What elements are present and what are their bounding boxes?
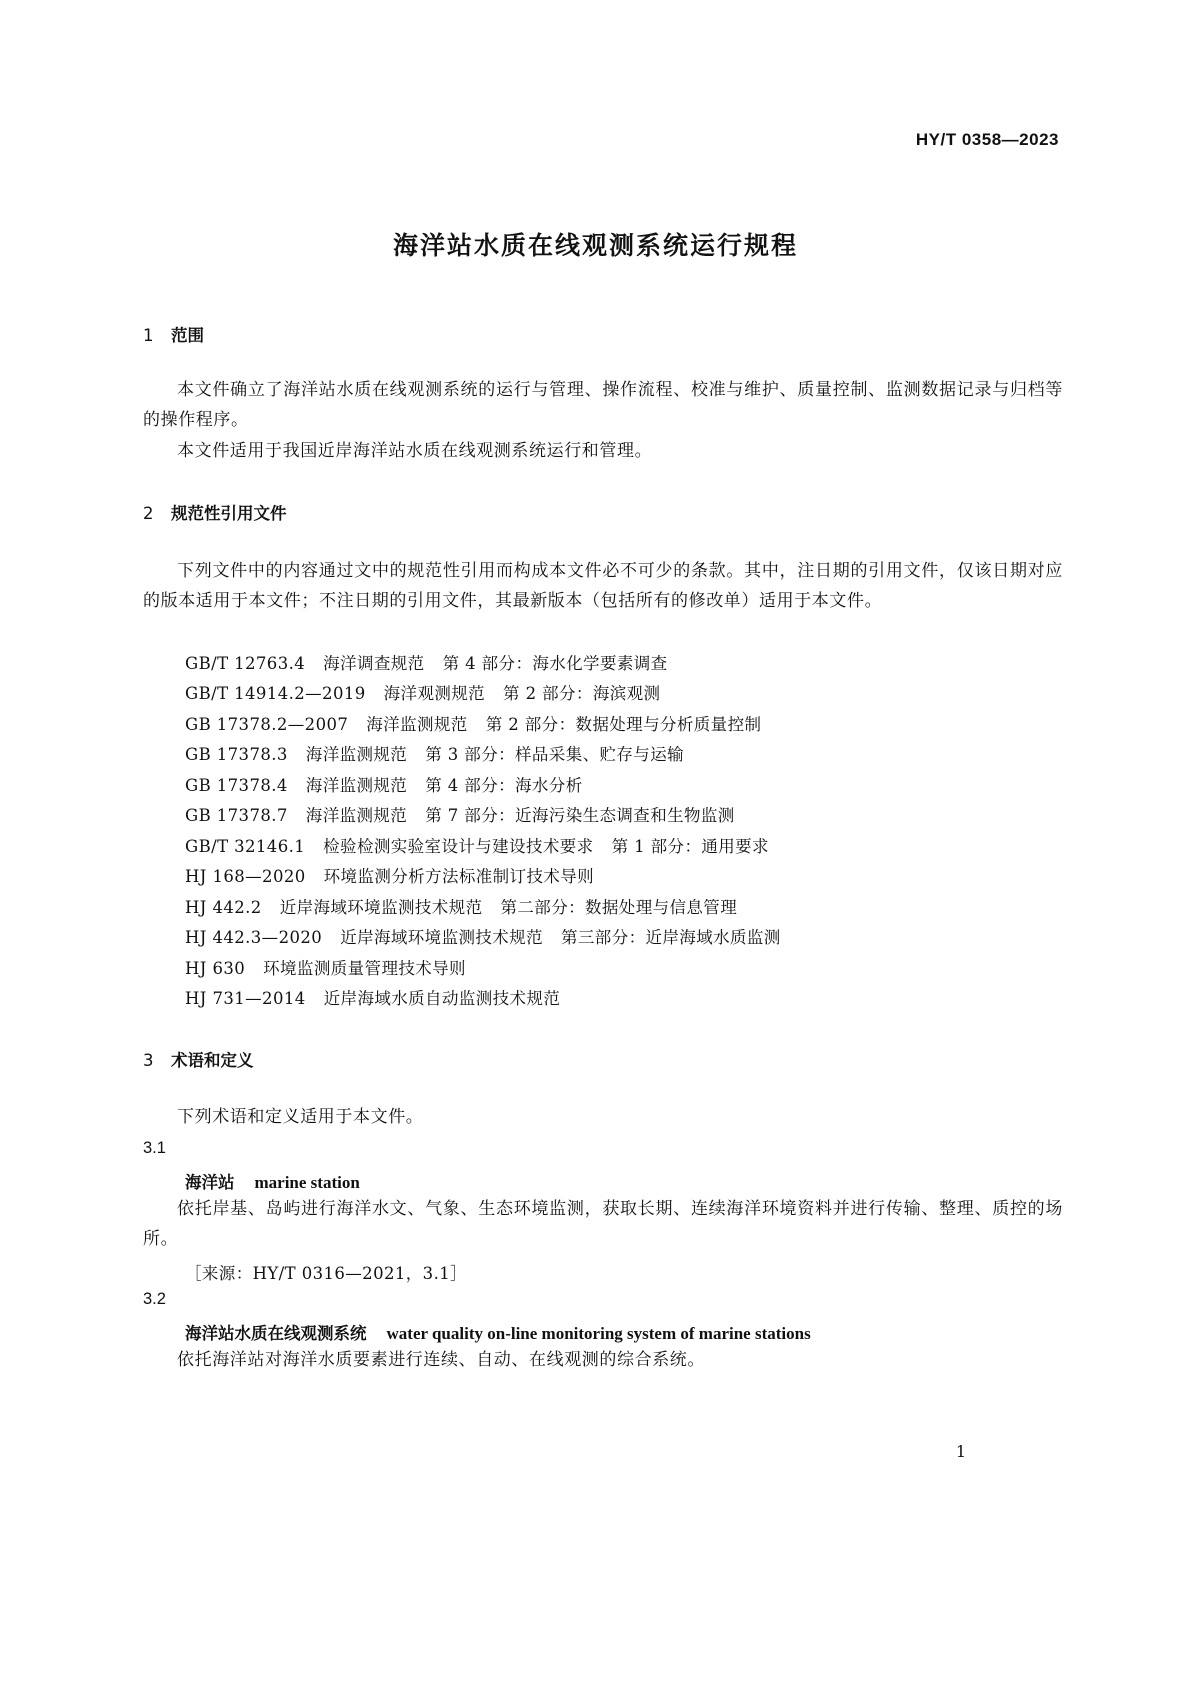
section-title: 规范性引用文件 <box>171 504 287 523</box>
reference-title: 近岸海域环境监测技术规范 <box>279 898 483 917</box>
reference-title: 近岸海域环境监测技术规范 <box>340 928 543 947</box>
section-number: 3 <box>143 1051 154 1070</box>
reference-item <box>185 833 769 857</box>
term-definition: 依托海洋站对海洋水质要素进行连续、自动、在线观测的综合系统。 <box>177 1350 705 1370</box>
reference-code: HJ 630 <box>185 959 246 978</box>
section-3-heading <box>143 1047 254 1071</box>
reference-item <box>185 650 668 674</box>
section-number: 1 <box>143 326 154 345</box>
term-number: 3.1 <box>143 1139 166 1157</box>
reference-code: HJ 442.2 <box>185 898 262 917</box>
reference-code: HJ 731—2014 <box>185 989 306 1008</box>
reference-code: GB/T 32146.1 <box>185 837 306 856</box>
reference-title: 环境监测质量管理技术导则 <box>263 959 466 978</box>
reference-code: GB 17378.3 <box>185 745 288 764</box>
reference-part: 第 4 部分：海水化学要素调查 <box>442 654 668 673</box>
reference-part: 第 7 部分：近海污染生态调查和生物监测 <box>425 806 735 825</box>
term-name-zh: 海洋站水质在线观测系统 <box>185 1324 367 1343</box>
reference-item <box>185 863 612 887</box>
reference-item <box>185 741 684 765</box>
reference-title: 近岸海域水质自动监测技术规范 <box>323 989 561 1008</box>
reference-item <box>185 985 578 1009</box>
reference-code: GB 17378.2—2007 <box>185 715 349 734</box>
section-2-heading <box>143 500 287 524</box>
document-title: 海洋站水质在线观测系统运行规程 <box>392 231 798 260</box>
reference-part: 第 2 部分：数据处理与分析质量控制 <box>485 715 762 734</box>
section-1-paragraph-2: 本文件适用于我国近岸海洋站水质在线观测系统运行和管理。 <box>177 441 653 461</box>
page-number: 1 <box>955 1442 966 1461</box>
term-number: 3.2 <box>143 1290 166 1308</box>
reference-title: 检验检测实验室设计与建设技术要求 <box>323 837 594 856</box>
reference-code: GB 17378.7 <box>185 806 288 825</box>
reference-item <box>185 802 735 826</box>
reference-code: HJ 168—2020 <box>185 867 306 886</box>
reference-part: 第 3 部分：样品采集、贮存与运输 <box>425 745 684 764</box>
term-name-zh: 海洋站 <box>185 1173 235 1192</box>
reference-part: 第 2 部分：海滨观测 <box>503 684 661 703</box>
reference-item <box>185 924 781 948</box>
reference-title: 海洋调查规范 <box>323 654 425 673</box>
section-1-paragraph-1: 本文件确立了海洋站水质在线观测系统的运行与管理、操作流程、校准与维护、质量控制、监测数据记录与归档等的操作程序。 <box>143 380 1063 430</box>
standard-code: HY/T 0358—2023 <box>915 130 1059 149</box>
reference-item <box>185 955 484 979</box>
reference-item <box>185 680 660 704</box>
reference-item <box>185 711 761 735</box>
reference-code: GB/T 14914.2—2019 <box>185 684 366 703</box>
section-1-heading <box>143 322 204 346</box>
reference-title: 海洋监测规范 <box>305 776 408 795</box>
reference-title: 海洋监测规范 <box>305 806 408 825</box>
reference-part: 第二部分：数据处理与信息管理 <box>500 898 738 917</box>
reference-part: 第三部分：近岸海域水质监测 <box>561 928 781 947</box>
section-number: 2 <box>143 504 154 523</box>
term-name <box>185 1169 360 1193</box>
term-name <box>185 1320 811 1344</box>
reference-code: HJ 442.3—2020 <box>185 928 323 947</box>
term-definition: 依托岸基、岛屿进行海洋水文、气象、生态环境监测，获取长期、连续海洋环境资料并进行传输、整理、质控的场所。 <box>143 1199 1063 1249</box>
reference-code: GB 17378.4 <box>185 776 288 795</box>
reference-title: 海洋监测规范 <box>305 745 408 764</box>
reference-code: GB/T 12763.4 <box>185 654 306 673</box>
term-name-en: marine station <box>254 1173 360 1192</box>
reference-part: 第 1 部分：通用要求 <box>611 837 769 856</box>
reference-item <box>185 894 737 918</box>
section-title: 术语和定义 <box>171 1051 254 1070</box>
reference-title: 海洋监测规范 <box>366 715 468 734</box>
reference-item <box>185 772 583 796</box>
reference-title: 海洋观测规范 <box>383 684 486 703</box>
term-name-en: water quality on-line monitoring system of marine stations <box>386 1324 811 1343</box>
reference-part: 第 4 部分：海水分析 <box>425 776 583 795</box>
reference-title: 环境监测分析方法标准制订技术导则 <box>323 867 595 886</box>
section-2-intro: 下列文件中的内容通过文中的规范性引用而构成本文件必不可少的条款。其中，注日期的引用文件，仅该日期对应的版本适用于本文件；不注日期的引用文件，其最新版本（包括所有的修改单）适用于本文件。 <box>143 561 1063 611</box>
section-3-intro: 下列术语和定义适用于本文件。 <box>177 1107 424 1127</box>
term-source: ［来源：HY/T 0316—2021，3.1］ <box>185 1264 468 1283</box>
section-title: 范围 <box>171 326 204 345</box>
